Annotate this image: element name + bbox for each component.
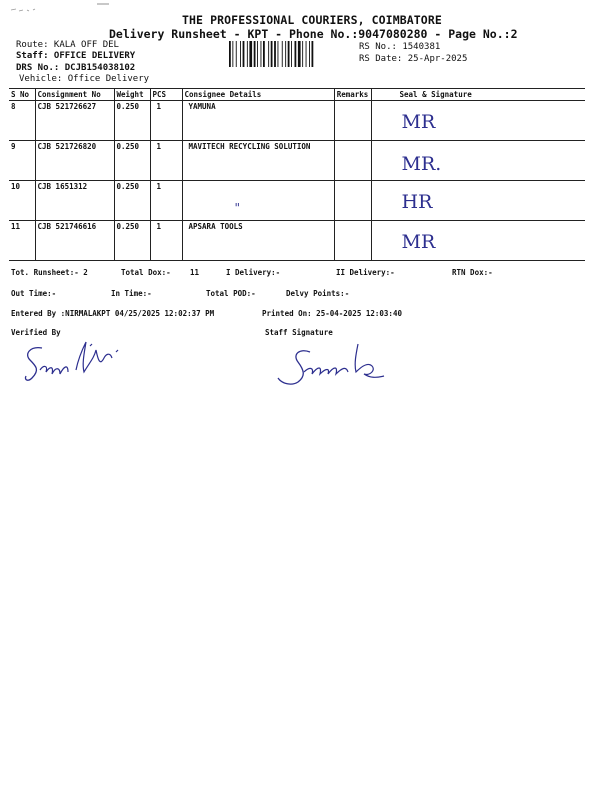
cell-remarks <box>334 141 371 181</box>
ditto-mark: " <box>234 201 241 215</box>
cell-pcs: 1 <box>150 101 182 141</box>
cell-weight: 0.250 <box>114 101 150 141</box>
cell-signature <box>371 221 585 261</box>
out-time: Out Time:- <box>11 289 57 298</box>
staff-text: Staff: OFFICE DELIVERY <box>16 51 136 61</box>
runsheet-table <box>9 88 585 261</box>
cell-consignee: MAVITECH RECYCLING SOLUTION <box>182 141 334 181</box>
cell-remarks <box>334 221 371 261</box>
rs-date: RS Date: 25-Apr-2025 <box>359 54 468 64</box>
company-title: THE PROFESSIONAL COURIERS, COIMBATORE <box>182 13 442 27</box>
cell-sno: 8 <box>9 101 35 141</box>
cell-pcs: 1 <box>150 221 182 261</box>
cell-weight: 0.250 <box>114 141 150 181</box>
cell-consignment: CJB 521726820 <box>35 141 114 181</box>
col-header-remarks: Remarks <box>334 89 371 101</box>
cell-consignee <box>182 181 334 221</box>
cell-sno: 10 <box>9 181 35 221</box>
cell-consignee: YAMUNA <box>182 101 334 141</box>
rtn-dox: RTN Dox:- <box>452 268 493 277</box>
table-header-row <box>9 89 585 101</box>
cell-consignment: CJB 521726627 <box>35 101 114 141</box>
entered-by: Entered By :NIRMALAKPT 04/25/2025 12:02:37 PM <box>11 309 215 318</box>
handwritten-signature: MR <box>401 111 436 133</box>
cell-signature <box>371 181 585 221</box>
cell-consignee: APSARA TOOLS <box>182 221 334 261</box>
cell-weight: 0.250 <box>114 221 150 261</box>
col-header-pcs: PCS <box>150 89 182 101</box>
second-delivery: II Delivery:- <box>336 268 395 277</box>
cell-signature <box>371 101 585 141</box>
cell-consignment: CJB 1651312 <box>35 181 114 221</box>
table-row <box>9 181 585 221</box>
staff-signature <box>272 336 392 390</box>
rs-number: RS No.: 1540381 <box>359 42 441 52</box>
printed-on: Printed On: 25-04-2025 12:03:40 <box>262 309 402 318</box>
table-row <box>9 221 585 261</box>
barcode-image <box>229 41 351 67</box>
staff-signature-label: Staff Signature <box>265 328 333 337</box>
runsheet-subtitle: Delivery Runsheet - KPT - Phone No.:9047080280 - Page No.:2 <box>109 27 518 41</box>
handwritten-signature: MR. <box>401 153 442 175</box>
cell-sno: 11 <box>9 221 35 261</box>
cell-remarks <box>334 181 371 221</box>
pen-scribble-mark <box>10 4 50 14</box>
route-text: Route: KALA OFF DEL <box>16 40 119 50</box>
drs-number: DRS No.: DCJB154038102 <box>16 63 136 73</box>
col-header-weight: Weight <box>114 89 150 101</box>
cell-signature <box>371 141 585 181</box>
delivery-points: Delvy Points:- <box>286 289 350 298</box>
in-time: In Time:- <box>111 289 152 298</box>
verified-by-label: Verified By <box>11 328 61 337</box>
cell-remarks <box>334 101 371 141</box>
total-dox-label: Total Dox:- <box>121 268 171 277</box>
verified-by-signature <box>20 336 130 388</box>
col-header-consignee: Consignee Details <box>182 89 334 101</box>
col-header-consignment: Consignment No <box>35 89 114 101</box>
cell-pcs: 1 <box>150 181 182 221</box>
col-header-seal-signature: Seal & Signature <box>371 89 585 101</box>
col-header-sno: S No <box>9 89 35 101</box>
cell-weight: 0.250 <box>114 181 150 221</box>
first-delivery: I Delivery:- <box>226 268 281 277</box>
total-runsheet: Tot. Runsheet:- 2 <box>11 268 88 277</box>
table-row <box>9 141 585 181</box>
handwritten-signature: MR <box>401 231 436 253</box>
cell-sno: 9 <box>9 141 35 181</box>
cell-pcs: 1 <box>150 141 182 181</box>
total-dox-value: 11 <box>190 268 200 277</box>
dash-mark <box>96 2 110 6</box>
cell-consignment: CJB 521746616 <box>35 221 114 261</box>
total-pod: Total POD:- <box>206 289 256 298</box>
handwritten-signature: HR <box>401 191 433 213</box>
table-row <box>9 101 585 141</box>
vehicle-text: Vehicle: Office Delivery <box>19 74 150 84</box>
